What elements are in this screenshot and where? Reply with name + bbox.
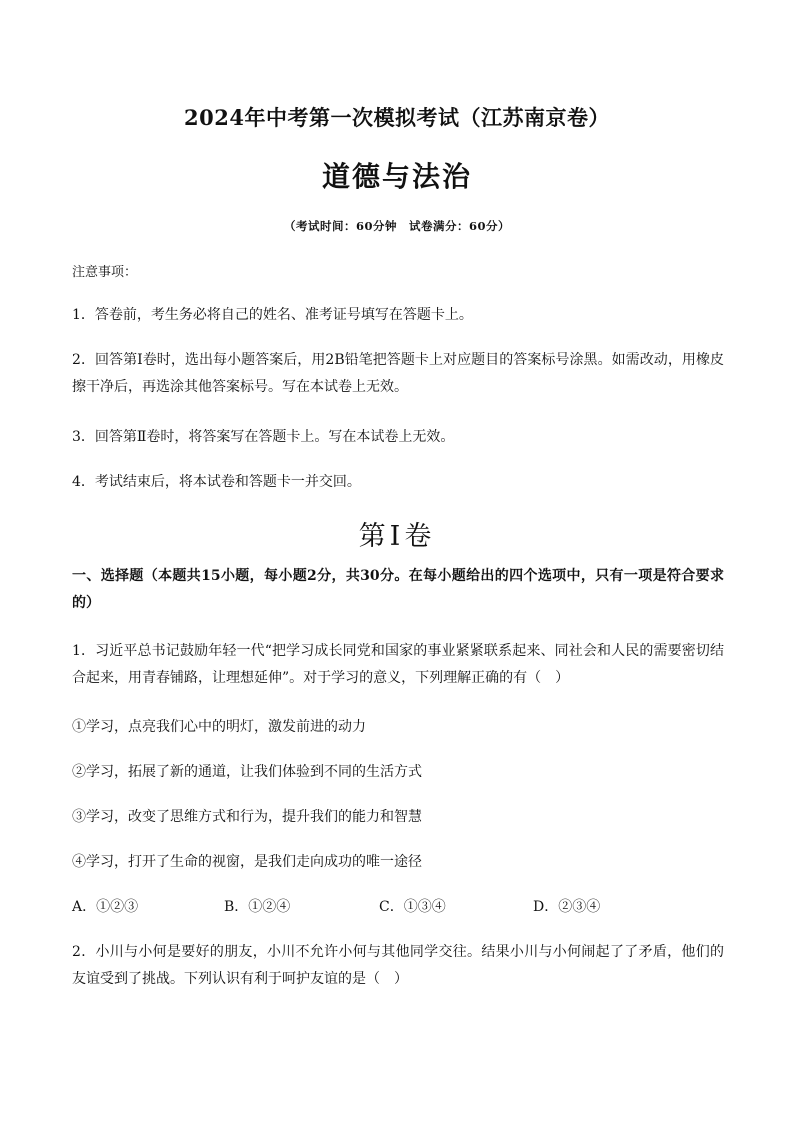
section-intro: 一、选择题（本题共15小题，每小题2分，共30分。在每小题给出的四个选项中，只有一项是符合要求的）: [72, 568, 724, 611]
exam-title: 2024年中考第一次模拟考试（江苏南京卷）: [184, 105, 610, 130]
section-title: 第Ⅰ卷: [358, 521, 436, 552]
notice-item-4: 4．考试结束后，将本试卷和答题卡一并交回。: [72, 474, 361, 490]
notice-item-2: 2．回答第Ⅰ卷时，选出每小题答案后，用2B铅笔把答题卡上对应题目的答案标号涂黑。如需改动，用橡皮擦干净后，再选涂其他答案标号。写在本试卷上无效。: [72, 352, 724, 395]
notice-item-3: 3．回答第Ⅱ卷时，将答案写在答题卡上。写在本试卷上无效。: [72, 429, 455, 445]
notice-item-1: 1．答卷前，考生务必将自己的姓名、准考证号填写在答题卡上。: [72, 307, 473, 323]
question-2-stem: 2．小川与小何是要好的朋友，小川不允许小何与其他同学交往。结果小川与小何闹起了了矛盾，他们的友谊受到了挑战。下列认识有利于呵护友谊的是（ ）: [72, 944, 724, 987]
question-1-stem: 1．习近平总书记鼓励年轻一代“把学习成长同党和国家的事业紧紧联系起来、同社会和人民的需要密切结合起来，用青春铺路，让理想延伸”。对于学习的意义，下列理解正确的有（ ）: [72, 643, 724, 686]
question-1-statement-2: ②学习，拓展了新的通道，让我们体验到不同的生活方式: [72, 764, 422, 780]
question-1-statement-1: ①学习，点亮我们心中的明灯，激发前进的动力: [72, 719, 366, 735]
question-1-statement-4: ④学习，打开了生命的视窗，是我们走向成功的唯一途径: [72, 854, 422, 870]
question-1-statement-3: ③学习，改变了思维方式和行为，提升我们的能力和智慧: [72, 809, 422, 825]
question-1-option-c: C．①③④: [379, 899, 446, 915]
subject-title: 道德与法治: [321, 160, 472, 193]
exam-info: （考试时间：60分钟 试卷满分：60分）: [283, 219, 510, 233]
question-1-option-b: B．①②④: [224, 899, 291, 915]
question-1-option-d: D．②③④: [533, 899, 601, 915]
notice-heading: 注意事项：: [72, 265, 138, 280]
question-1-option-a: A．①②③: [72, 899, 139, 915]
